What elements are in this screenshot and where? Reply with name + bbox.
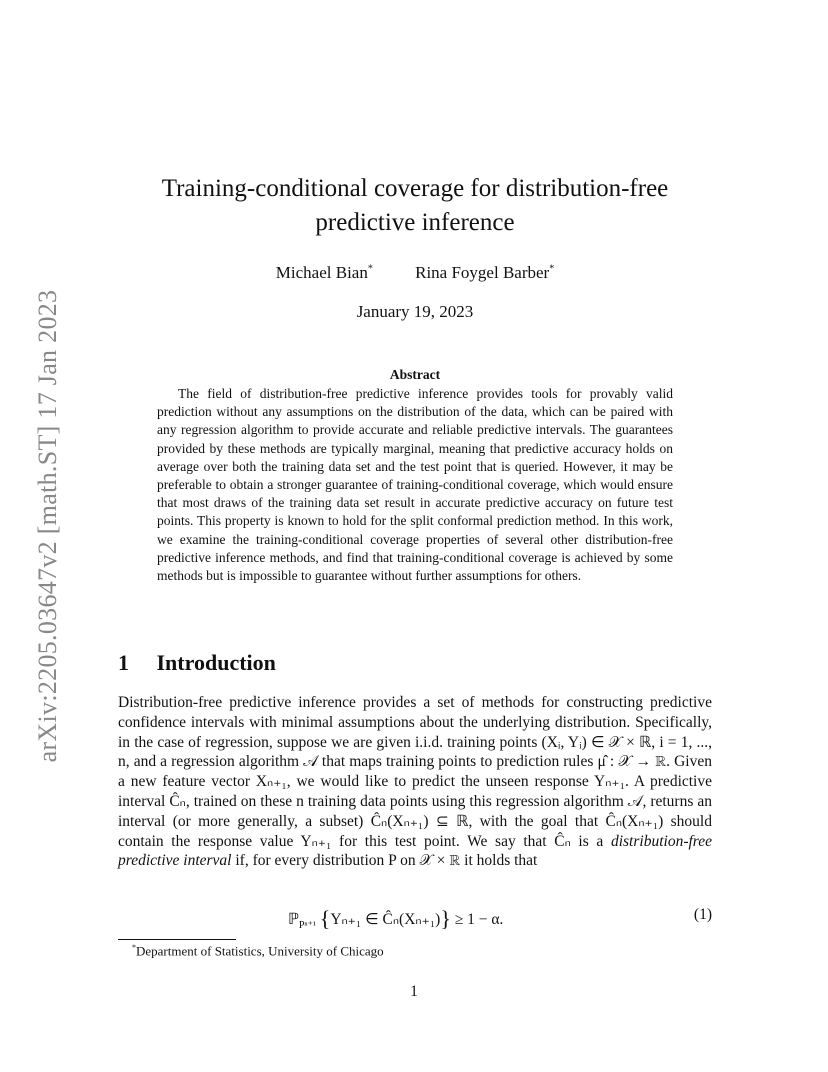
section-title: Introduction — [156, 650, 276, 675]
emphasis-term: distribution-free predictive interval — [118, 832, 712, 870]
footnote-rule — [118, 939, 236, 940]
intro-paragraph: Distribution-free predictive inference provides a set of methods for constructing predictive confidence intervals with minimal assumptions about the underlying distribution. Specifically, in the case of regression, suppose we are given i.i.d. training points (Xᵢ, Yᵢ) ∈ 𝒳 × ℝ, i = 1, ..., n, and a regression algorithm 𝒜 that maps training points to prediction rules μ̂ : 𝒳 → ℝ. Given a new feature vector Xₙ₊₁, we would like to predict the unseen response Yₙ₊₁. A predictive interval Ĉₙ, trained on these n training data points using this regression algorithm 𝒜, returns an interval (or more generally, a subset) Ĉₙ(Xₙ₊₁) ⊆ ℝ, with the goal that Ĉₙ(Xₙ₊₁) should contain the response value Yₙ₊₁ for this test point. We say that Ĉₙ is a distribution-free predictive interval if, for every distribution P on 𝒳 × ℝ it holds that — [118, 694, 712, 870]
section-heading — [118, 650, 276, 676]
author-1: Michael Bian* — [275, 263, 373, 282]
section-number: 1 — [118, 650, 129, 675]
abstract-heading: Abstract — [389, 367, 441, 382]
equation-number: (1) — [693, 906, 712, 923]
paper-title — [118, 172, 712, 240]
author-list — [118, 263, 712, 283]
footnote: *Department of Statistics, University of Chicago — [132, 943, 384, 959]
abstract-text: The field of distribution-free predictive inference provides tools for provably valid prediction without any assumptions on the distribution of the data, which can be paired with any regression algorithm to provide accurate and reliable predictive intervals. The guarantees provided by these methods are typically marginal, meaning that predictive accuracy holds on average over both the training data set and the test point that is queried. However, it may be preferable to obtain a stronger guarantee of training-conditional coverage, which would ensure that most draws of the training data set result in accurate predictive accuracy on future test points. This property is known to hold for the split conformal prediction method. In this work, we examine the training-conditional coverage properties of several other distribution-free predictive inference methods, and find that training-conditional coverage is achieved by some methods but is impossible to guarantee without further assumptions for others. — [157, 386, 673, 584]
title-line-2: predictive inference — [315, 209, 515, 236]
author-2: Rina Foygel Barber* — [415, 263, 555, 282]
page-number: 1 — [410, 983, 418, 1000]
equation-content: ℙ$_{P^{n+1}}$ {Yₙ₊₁ ∈ Ĉₙ(Xₙ₊₁)} ≥ 1 − α. — [288, 906, 504, 932]
equation-1 — [118, 902, 712, 932]
title-line-1: Training-conditional coverage for distribution-free — [161, 175, 669, 202]
arxiv-identifier: arXiv:2205.03647v2 [math.ST] 17 Jan 2023 — [33, 289, 62, 763]
paper-date: January 19, 2023 — [356, 302, 474, 321]
